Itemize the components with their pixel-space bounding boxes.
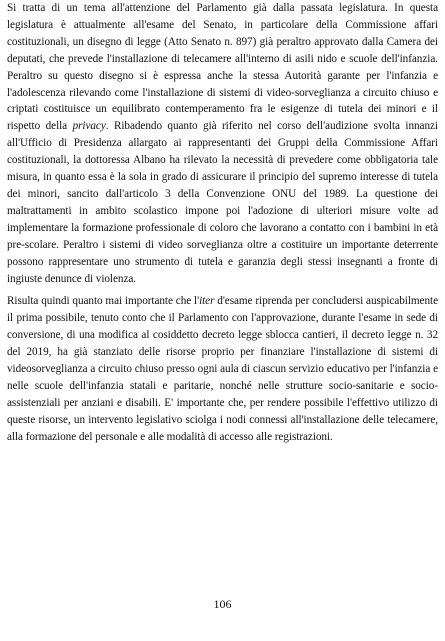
paragraph-2-text: Risulta quindi quanto mai importante che l' (7, 295, 200, 308)
paragraph-1-text-continued: . Ribadendo quanto già riferito nel corso dell'audizione svolta innanzi all'Ufficio di Presidenza allargato ai rappresentanti dei Gruppi della Commissione Affari costituzionali, la dottoressa Albano ha rilevato la necessità di prevedere come obbligatoria tale misura, in quanto essa è la sola in grado di assicurare il principio del supremo interesse di tutela dei minori, sancito dall'articolo 3 della Convenzione ONU del 1989. La questione dei maltrattamenti in ambito scolastico impone poi l'adozione di ulteriori misure volte ad implementare la formazione professionale di coloro che lavorano a contatto con i bambini in età pre-scolare. Peraltro i sistemi di video sorveglianza oltre a costituire un importante deterrente possono rappresentare uno strumento di tutela e garanzia degli stessi insegnanti a fronte di ingiuste denunce di violenza. (7, 120, 438, 285)
paragraph-2-text-continued: d'esame riprenda per concludersi auspicabilmente il prima possibile, tenuto conto che il Parlamento con l'approvazione, durante l'esame in sede di conversione, di una modifica al cosiddetto decreto legge sblocca cantieri, il decreto legge n. 32 del 2019, ha già stanziato delle risorse proprio per finanziare l'installazione di sistemi di videosorveglianza a circuito chiuso presso ogni aula di ciascun servizio educativo per l'infanzia e nelle scuole dell'infanzia statali e paritarie, nonché nelle strutture socio-sanitarie e socio-assistenziali per anziani e disabili. E' importante che, per rendere possibile l'effettivo utilizzo di queste risorse, un intervento legislativo sciolga i nodi connessi all'installazione delle telecamere, alla formazione del personale e alle modalità di accesso alle registrazioni. (7, 295, 438, 443)
paragraph-2-italic-iter: iter (199, 295, 215, 308)
paragraph-1-text: Si tratta di un tema all'attenzione del Parlamento già dalla passata legislatura. In questa legislatura è attualmente all'esame del Senato, in particolare della Commissione affari costituzionali, un disegno di legge (Atto Senato n. 897) già peraltro approvato dalla Camera dei deputati, che prevede l'installazione di telecamere all'interno di asili nido e scuole dell'infanzia. Peraltro su questo disegno si è espressa anche la stessa Autorità garante per l'infanzia e l'adolescenza rilevando come l'installazione di sistemi di video-sorveglianza a circuito chiuso e criptati costituisce un equilibrato contemperamento fra le esigenze di tutela dei minori e il rispetto della (7, 2, 438, 133)
paragraph-1-italic-privacy: privacy (72, 120, 106, 133)
paragraph-2 (7, 293, 438, 445)
body-text (7, 0, 438, 446)
paragraph-1 (7, 0, 438, 287)
page-number: 106 (213, 597, 232, 611)
